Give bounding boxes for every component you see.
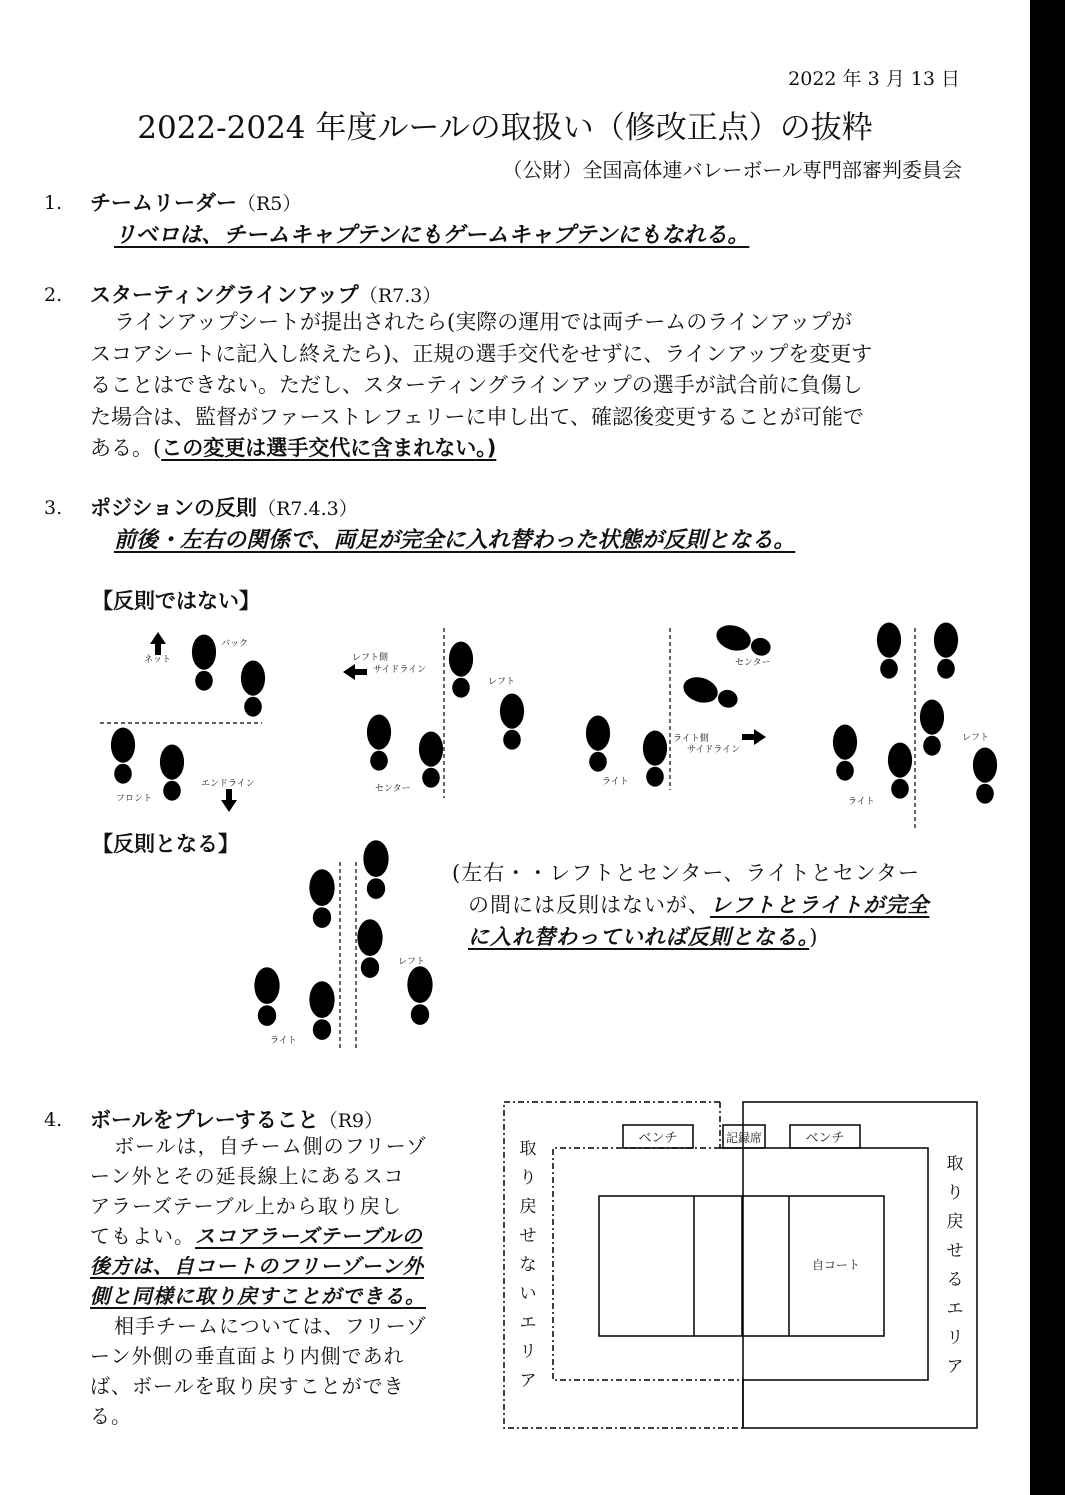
section-4-line: る。 (90, 1404, 132, 1428)
document-date: 2022 年 3 月 13 日 (788, 68, 960, 90)
section-1-emphasis: リベロは、チームキャプテンにもゲームキャプテンにもなれる。 (114, 223, 750, 248)
section-4-line: ーン外とその延長線上にあるスコ (90, 1164, 405, 1188)
label-right: ライト (270, 1036, 297, 1046)
own-court-label: 自コート (811, 1258, 861, 1272)
note-line: (左右・・レフトとセンター、ライトとセンター (452, 861, 921, 885)
section-4-emphasis: 側と同様に取り戻すことができる。 (90, 1284, 426, 1308)
label-left-side: レフト側 (352, 653, 389, 663)
section-4-heading: ボールをプレーすること (90, 1108, 319, 1132)
section-2-heading: スターティングラインアップ (90, 283, 359, 307)
label-left: レフト (962, 733, 990, 743)
section-2-line: ることはできない。ただし、スターティングラインアップの選手が試合前に負傷し (90, 373, 863, 397)
section-2-last-prefix: ある。( (90, 436, 162, 460)
section-2-line: スコアシートに記入し終えたら)、正規の選手交代をせずに、ラインアップを変更す (90, 341, 873, 366)
note-emphasis: に入れ替わっていれば反則となる。 (468, 925, 810, 949)
label-sideline: サイドライン (687, 745, 741, 755)
label-center: センター (735, 658, 771, 668)
label-right: ライト (602, 777, 629, 787)
section-4-emphasis: 後方は、自コートのフリーゾーン外 (90, 1254, 424, 1278)
bench-label: ベンチ (805, 1131, 845, 1146)
document-organization: （公財）全国高体連バレーボール専門部審判委員会 (502, 158, 962, 182)
section-1-number: 1. (44, 192, 63, 214)
bench-label: ベンチ (638, 1131, 678, 1146)
section-2-number: 2. (44, 284, 63, 306)
label-net: ネット (144, 655, 172, 665)
label-front: フロント (116, 794, 153, 804)
non-retrievable-area-label: 取 り 戻 せ な い エ リ ア (519, 1139, 537, 1391)
section-3-number: 3. (44, 497, 63, 519)
label-right: ライト (848, 797, 875, 807)
free-zone-left (553, 1148, 743, 1380)
section-4-line: ーン外側の垂直面より内側であれ (90, 1344, 405, 1368)
section-4-ref: （R9） (318, 1110, 384, 1132)
label-back: バック (221, 639, 249, 649)
label-left: レフト (488, 677, 516, 687)
section-3-heading: ポジションの反則 (90, 496, 258, 520)
label-left: レフト (398, 957, 426, 967)
note-suffix: ) (809, 925, 819, 949)
section-3-emphasis: 前後・左右の関係で、両足が完全に入れ替わった状態が反則となる。 (114, 528, 796, 553)
retrievable-area-label: 取 り 戻 せ る エ リ ア (946, 1154, 964, 1377)
document-title: 2022-2024 年度ルールの取扱い（修改正点）の抜粋 (137, 110, 873, 146)
label-right-side: ライト側 (673, 734, 709, 744)
fault-label: 【反則となる】 (92, 832, 239, 856)
note-emphasis: レフトとライトが完全 (710, 893, 930, 917)
section-2-line: ラインアップシートが提出されたら(実際の運用では両チームのラインアップが (114, 310, 853, 334)
section-4-line: 相手チームについては、フリーゾ (114, 1314, 427, 1338)
section-4-prefix: てもよい。 (90, 1224, 195, 1248)
section-4-emphasis: スコアラーズテーブルの (195, 1224, 423, 1248)
section-4-line: アラーズテーブル上から取り戻し (90, 1194, 402, 1218)
section-2-last-emphasis: この変更は選手交代に含まれない。) (161, 436, 497, 460)
section-2-line: た場合は、監督がファーストレフェリーに申し出て、確認後変更することが可能で (90, 404, 865, 429)
label-endline: エンドライン (201, 779, 255, 789)
section-1-heading: チームリーダー (90, 191, 237, 215)
section-3-ref: （R7.4.3） (257, 498, 358, 520)
scorer-label: 記録席 (725, 1131, 763, 1145)
label-sideline: サイドライン (373, 665, 427, 675)
not-fault-label: 【反則ではない】 (92, 589, 260, 613)
section-4-number: 4. (44, 1109, 63, 1131)
section-2-ref: （R7.3） (358, 285, 442, 307)
label-center: センター (375, 784, 411, 794)
note-prefix: の間には反則はないが、 (468, 893, 710, 917)
section-1-ref: （R5） (237, 193, 302, 215)
section-4-line: ば、ボールを取り戻すことができ (90, 1374, 405, 1398)
section-4-line: ボールは，自チーム側のフリーゾ (114, 1134, 427, 1158)
